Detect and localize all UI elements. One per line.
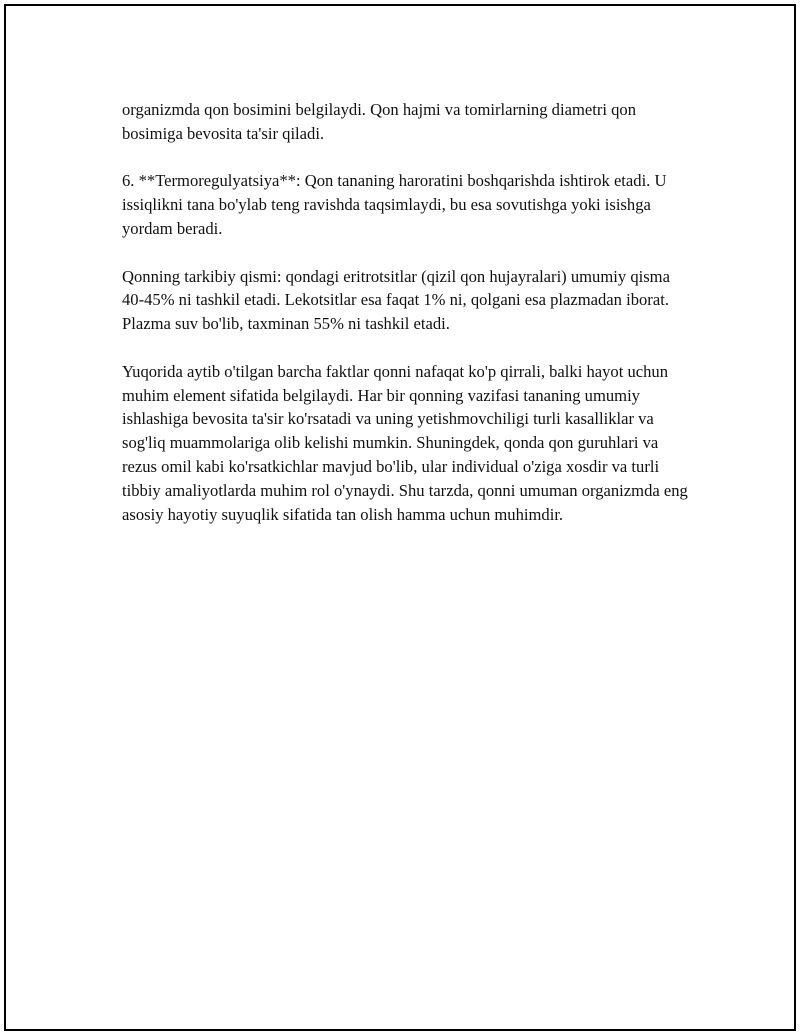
document-body [122, 98, 692, 526]
paragraph-blood-composition: Qonning tarkibiy qismi: qondagi eritrotsitlar (qizil qon hujayralari) umumiy qisma 40-45% ni tashkil etadi. Lekotsitlar esa faqat 1% ni, qolgani esa plazmadan iborat. Plazma suv bo'lib, taxminan 55% ni tashkil etadi. [122, 266, 670, 334]
paragraph-blood-pressure: organizmda qon bosimini belgilaydi. Qon hajmi va tomirlarning diametri qon bosimiga bevosita ta'sir qiladi. [122, 100, 637, 143]
paragraph-conclusion: Yuqorida aytib o'tilgan barcha faktlar qonni nafaqat ko'p qirrali, balki hayot uchun muhim element sifatida belgilaydi. Har bir qonning vazifasi tananing umumiy ishlashiga bevosita ta'sir ko'rsatadi va uning yetishmovchiligi turli kasalliklar va sog'liq muammolariga olib kelishi mumkin. Shuningdek, qonda qon guruhlari va rezus omil kabi ko'rsatkichlar mavjud bo'lib, ular individual o'ziga xosdir va turli tibbiy amaliyotlarda muhim rol o'ynaydi. Shu tarzda, qonni umuman organizmda eng asosiy hayotiy suyuqlik sifatida tan olish hamma uchun muhimdir. [122, 361, 688, 524]
document-page [4, 4, 796, 1031]
paragraph-thermoregulation: 6. **Termoregulyatsiya**: Qon tananing haroratini boshqarishda ishtirok etadi. U issiqlikni tana bo'ylab teng ravishda taqsimlaydi, bu esa sovutishga yoki isishga yordam beradi. [122, 171, 667, 238]
